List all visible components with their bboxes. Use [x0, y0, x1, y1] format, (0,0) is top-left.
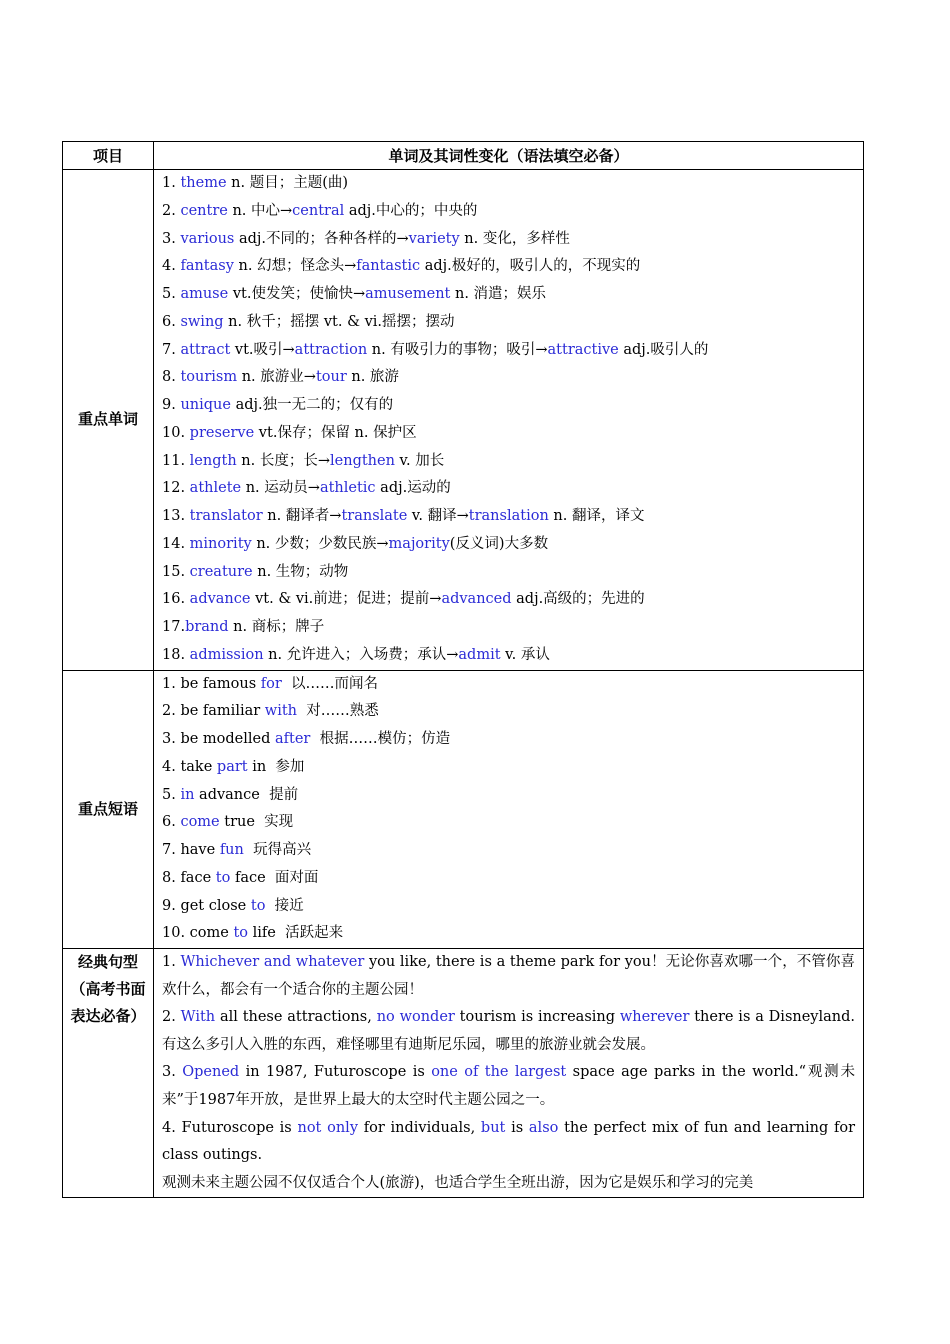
plain-text: vt. & vi.前进；促进；提前→: [250, 591, 442, 608]
plain-text: 3. be modelled: [162, 731, 276, 747]
keyword-text: fantasy: [180, 258, 234, 275]
plain-text: n. 翻译，译文: [548, 508, 645, 524]
word-item: [162, 586, 863, 614]
plain-text: adj.高级的；先进的: [511, 591, 645, 608]
sentences-row: [63, 949, 864, 1198]
phrases-row: [63, 670, 864, 949]
plain-text: adj.独一无二的；仅有的: [230, 397, 394, 413]
plain-text: all these attractions,: [215, 1009, 377, 1026]
keyword-text: not only: [297, 1119, 359, 1136]
plain-text: 5.: [162, 786, 181, 803]
plain-text: adj.运动的: [375, 480, 451, 497]
plain-text: 1. be famous: [162, 675, 261, 692]
keyword-text: attractive: [547, 341, 619, 358]
keyword-text: creature: [189, 563, 253, 580]
plain-text: in 参加: [247, 758, 305, 775]
plain-text: adj.中心的；中央的: [344, 202, 478, 219]
plain-text: n. 有吸引力的事物；吸引→: [367, 341, 548, 358]
plain-text: 1.: [162, 954, 181, 970]
keyword-text: wherever: [619, 1009, 690, 1026]
plain-text: 3.: [162, 230, 181, 247]
plain-text: 15.: [162, 563, 190, 580]
keyword-text: also: [528, 1119, 559, 1136]
header-item: 项目: [63, 142, 154, 170]
keyword-text: part: [216, 758, 248, 775]
keyword-text: Whichever and whatever: [180, 954, 365, 970]
plain-text: n. 允许进入；入场费；承认→: [263, 646, 459, 663]
keyword-text: tour: [315, 369, 347, 386]
keyword-text: to: [233, 925, 249, 942]
sentence-item: [162, 1004, 863, 1059]
plain-text: n. 消遣；娱乐: [450, 286, 547, 302]
word-item: [162, 559, 863, 587]
plain-text: vt.使发笑；使愉快→: [228, 286, 366, 302]
plain-text: n. 旅游: [346, 369, 399, 386]
plain-text: the perfect mix of fun and learning for class outings.: [162, 1119, 860, 1164]
keyword-text: theme: [180, 175, 227, 191]
plain-text: adj.不同的；各种各样的→: [234, 230, 409, 247]
keyword-text: lengthen: [330, 452, 395, 469]
plain-text: tourism is increasing: [454, 1009, 620, 1026]
keyword-text: swing: [180, 313, 224, 330]
plain-text: 12.: [162, 480, 190, 497]
keyword-text: translation: [468, 508, 549, 524]
keyword-text: but: [480, 1119, 506, 1136]
word-item: [162, 448, 863, 476]
keyword-text: athlete: [189, 480, 242, 497]
sentence-item: [162, 1115, 863, 1170]
plain-text: 6.: [162, 313, 181, 330]
keyword-text: attraction: [294, 341, 368, 358]
plain-text: 2. be familiar: [162, 703, 265, 720]
keyword-text: minority: [189, 535, 252, 552]
plain-text: n. 变化，多样性: [459, 230, 570, 247]
keyword-text: one of the largest: [431, 1064, 567, 1081]
plain-text: vt.吸引→: [230, 341, 295, 358]
plain-text: 16.: [162, 591, 190, 608]
keyword-text: translate: [341, 508, 408, 524]
word-item: [162, 420, 863, 448]
keyword-text: Opened: [182, 1064, 240, 1081]
plain-text: in 1987, Futuroscope is: [239, 1064, 432, 1081]
plain-text: 14.: [162, 535, 190, 552]
word-item: [162, 475, 863, 503]
plain-text: 观测未来主题公园不仅仅适合个人(旅游)，也适合学生全班出游，因为它是娱乐和学习的完美: [162, 1174, 754, 1191]
keyword-text: to: [250, 897, 266, 914]
plain-text: is: [505, 1119, 529, 1136]
keyword-text: admit: [458, 646, 501, 663]
keyword-text: advance: [189, 591, 251, 608]
word-item: [162, 531, 863, 559]
plain-text: n. 幻想；怪念头→: [233, 258, 357, 275]
word-item: [162, 170, 863, 198]
keyword-text: preserve: [189, 424, 255, 441]
word-item: [162, 198, 863, 226]
phrase-item: [162, 726, 863, 754]
plain-text: n. 少数；少数民族→: [251, 535, 389, 552]
plain-text: v. 加长: [394, 452, 445, 469]
plain-text: 3.: [162, 1064, 183, 1081]
plain-text: 11.: [162, 452, 190, 469]
plain-text: 根据……模仿；仿造: [310, 731, 451, 747]
sentence-item: [162, 949, 863, 1004]
plain-text: 4. take: [162, 758, 217, 775]
keyword-text: amusement: [365, 286, 451, 302]
vocabulary-table: [62, 141, 864, 1198]
plain-text: adj.极好的，吸引人的，不现实的: [420, 258, 641, 275]
keyword-text: with: [264, 703, 297, 720]
plain-text: 13.: [162, 508, 190, 524]
plain-text: 4. Futuroscope is: [162, 1119, 298, 1136]
plain-text: 5.: [162, 286, 181, 302]
phrase-item: [162, 809, 863, 837]
plain-text: n. 运动员→: [241, 480, 320, 497]
plain-text: n. 秋千；摇摆 vt. & vi.摇摆；摆动: [223, 313, 455, 330]
keyword-text: With: [180, 1009, 216, 1026]
plain-text: n. 翻译者→: [262, 508, 342, 524]
phrase-item: [162, 893, 863, 921]
word-item: [162, 226, 863, 254]
word-item: [162, 614, 863, 642]
keyword-text: unique: [180, 397, 231, 413]
keyword-text: fantastic: [356, 258, 421, 275]
phrase-item: [162, 782, 863, 810]
keyword-text: length: [189, 452, 237, 469]
header-words: 单词及其词性变化（语法填空必备）: [154, 142, 864, 170]
plain-text: n. 题目；主题(曲): [226, 175, 349, 191]
word-item: [162, 281, 863, 309]
keyword-text: admission: [189, 646, 264, 663]
plain-text: you like, there is a theme park for you！无论你喜欢哪一个，不管你喜欢什么，都会有一个适合你的主题公园！: [162, 954, 855, 998]
plain-text: 10. come: [162, 925, 234, 942]
plain-text: 7.: [162, 341, 181, 358]
keyword-text: after: [275, 731, 311, 747]
plain-text: 8.: [162, 369, 181, 386]
plain-text: vt.保存；保留 n. 保护区: [254, 424, 417, 441]
plain-text: life 活跃起来: [248, 925, 344, 942]
word-item: [162, 364, 863, 392]
phrase-item: [162, 671, 863, 699]
words-list: [154, 170, 864, 671]
word-item: [162, 309, 863, 337]
word-item: [162, 253, 863, 281]
keyword-text: centre: [180, 202, 228, 219]
keyword-text: attract: [180, 341, 231, 358]
phrase-item: [162, 837, 863, 865]
keyword-text: majority: [388, 535, 450, 552]
keyword-text: no wonder: [376, 1009, 455, 1026]
sentence-item: [162, 1059, 863, 1114]
plain-text: v. 翻译→: [407, 508, 469, 524]
plain-text: 9. get close: [162, 897, 251, 914]
phrase-item: [162, 754, 863, 782]
words-label: 重点单词: [63, 170, 154, 671]
plain-text: 玩得高兴: [243, 842, 312, 858]
word-item: [162, 392, 863, 420]
plain-text: n. 长度；长→: [236, 452, 331, 469]
plain-text: true 实现: [219, 814, 294, 831]
plain-text: (反义词)大多数: [449, 535, 549, 552]
plain-text: n. 中心→: [227, 202, 293, 219]
plain-text: advance 提前: [194, 786, 299, 803]
plain-text: n. 生物；动物: [252, 563, 349, 580]
plain-text: 10.: [162, 424, 190, 441]
plain-text: 9.: [162, 397, 181, 413]
sentences-list: [154, 949, 864, 1198]
plain-text: n. 商标；牌子: [228, 619, 325, 635]
header-row: [63, 142, 864, 170]
word-item: [162, 503, 863, 531]
plain-text: 8. face: [162, 869, 216, 886]
plain-text: 6.: [162, 814, 181, 831]
word-item: [162, 337, 863, 365]
keyword-text: tourism: [180, 369, 238, 386]
plain-text: v. 承认: [500, 646, 550, 663]
keyword-text: various: [180, 230, 235, 247]
plain-text: for individuals,: [358, 1119, 481, 1136]
plain-text: 4.: [162, 258, 181, 275]
keyword-text: brand: [185, 619, 229, 635]
keyword-text: to: [215, 869, 231, 886]
plain-text: 18.: [162, 646, 190, 663]
keyword-text: translator: [189, 508, 263, 524]
phrase-item: [162, 920, 863, 948]
keyword-text: amuse: [180, 286, 229, 302]
plain-text: 接近: [265, 897, 304, 914]
keyword-text: central: [292, 202, 345, 219]
phrases-list: [154, 670, 864, 949]
plain-text: 对……熟悉: [297, 703, 379, 720]
keyword-text: athletic: [319, 480, 376, 497]
keyword-text: come: [180, 814, 220, 831]
plain-text: there is a Disneyland.有这么多引人入胜的东西，难怪哪里有迪斯尼乐园，哪里的旅游业就会发展。: [162, 1009, 856, 1053]
plain-text: 1.: [162, 175, 181, 191]
plain-text: 以……而闻名: [281, 675, 379, 692]
keyword-text: fun: [219, 842, 244, 858]
plain-text: face 面对面: [230, 869, 319, 886]
keyword-text: in: [180, 786, 195, 803]
plain-text: 7. have: [162, 842, 220, 858]
plain-text: adj.吸引人的: [618, 341, 709, 358]
sentences-label: 经典句型（高考书面表达必备）: [63, 949, 154, 1198]
words-row: [63, 170, 864, 671]
plain-text: 17.: [162, 619, 186, 635]
keyword-text: for: [260, 675, 282, 692]
keyword-text: variety: [408, 230, 460, 247]
plain-text: n. 旅游业→: [237, 369, 316, 386]
keyword-text: advanced: [441, 591, 512, 608]
plain-text: 2.: [162, 202, 181, 219]
phrase-item: [162, 698, 863, 726]
phrase-item: [162, 865, 863, 893]
word-item: [162, 642, 863, 670]
sentence-item: [162, 1170, 863, 1198]
plain-text: space age parks in the world.“观测未来”于1987年开放，是世界上最大的太空时代主题公园之一。: [162, 1064, 855, 1108]
plain-text: 2.: [162, 1009, 181, 1026]
phrases-label: 重点短语: [63, 670, 154, 949]
